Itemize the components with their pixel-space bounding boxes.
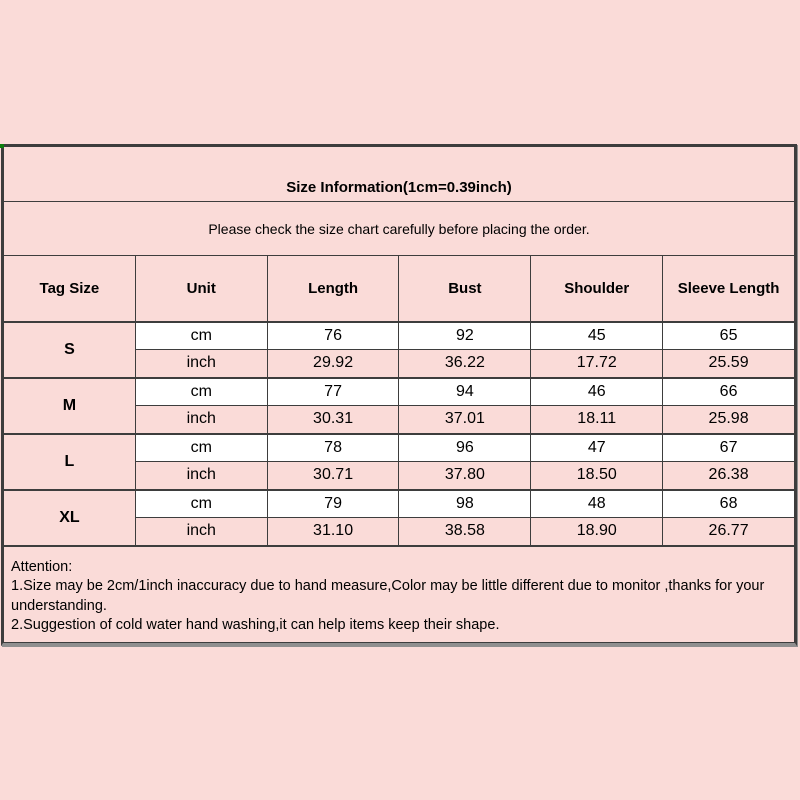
value-l-sleeve-inch: 26.38 (663, 462, 795, 490)
column-header-shoulder: Shoulder (531, 256, 663, 322)
unit-label-cm: cm (135, 322, 267, 350)
green-pixel-artifact (0, 144, 4, 148)
value-m-length-inch: 30.31 (267, 406, 399, 434)
value-m-sleeve-inch: 25.98 (663, 406, 795, 434)
title-row (4, 147, 795, 202)
column-header-tag-size: Tag Size (4, 256, 136, 322)
value-s-sleeve-inch: 25.59 (663, 350, 795, 378)
attention-line-2: 2.Suggestion of cold water hand washing,it can help items keep their shape. (11, 617, 500, 633)
unit-label-cm: cm (135, 434, 267, 462)
value-m-bust-inch: 37.01 (399, 406, 531, 434)
value-l-shoulder-cm: 47 (531, 434, 663, 462)
attention-heading: Attention: (11, 558, 73, 575)
unit-label-inch: inch (135, 462, 267, 490)
value-l-length-cm: 78 (267, 434, 399, 462)
value-xl-sleeve-cm: 68 (663, 490, 795, 518)
column-header-bust: Bust (399, 256, 531, 322)
value-s-length-cm: 76 (267, 322, 399, 350)
value-s-bust-cm: 92 (399, 322, 531, 350)
table-row (4, 434, 795, 462)
value-l-bust-cm: 96 (399, 434, 531, 462)
tag-size-xl: XL (4, 490, 136, 546)
table-row (4, 490, 795, 518)
value-l-length-inch: 30.71 (267, 462, 399, 490)
value-xl-bust-inch: 38.58 (399, 518, 531, 546)
value-xl-shoulder-inch: 18.90 (531, 518, 663, 546)
value-s-shoulder-inch: 17.72 (531, 350, 663, 378)
value-m-shoulder-inch: 18.11 (531, 406, 663, 434)
table-row (4, 322, 795, 350)
attention-row (4, 546, 795, 643)
table-subtitle: Please check the size chart carefully before placing the order. (4, 202, 795, 256)
value-m-bust-cm: 94 (399, 378, 531, 406)
unit-label-cm: cm (135, 490, 267, 518)
tag-size-m: M (4, 378, 136, 434)
table-title: Size Information(1cm=0.39inch) (4, 147, 795, 202)
value-xl-shoulder-cm: 48 (531, 490, 663, 518)
value-l-shoulder-inch: 18.50 (531, 462, 663, 490)
value-s-sleeve-cm: 65 (663, 322, 795, 350)
column-header-unit: Unit (135, 256, 267, 322)
unit-label-inch: inch (135, 350, 267, 378)
column-header-length: Length (267, 256, 399, 322)
size-table (3, 146, 795, 643)
value-l-sleeve-cm: 67 (663, 434, 795, 462)
table-row (4, 378, 795, 406)
attention-note (4, 546, 795, 643)
header-row (4, 256, 795, 322)
subtitle-row (4, 202, 795, 256)
size-chart-frame (1, 144, 797, 646)
value-m-shoulder-cm: 46 (531, 378, 663, 406)
value-xl-length-inch: 31.10 (267, 518, 399, 546)
unit-label-inch: inch (135, 406, 267, 434)
value-xl-sleeve-inch: 26.77 (663, 518, 795, 546)
tag-size-s: S (4, 322, 136, 378)
tag-size-l: L (4, 434, 136, 490)
value-m-length-cm: 77 (267, 378, 399, 406)
value-s-bust-inch: 36.22 (399, 350, 531, 378)
value-m-sleeve-cm: 66 (663, 378, 795, 406)
column-header-sleeve-length: Sleeve Length (663, 256, 795, 322)
unit-label-inch: inch (135, 518, 267, 546)
attention-line-1: 1.Size may be 2cm/1inch inaccuracy due to hand measure,Color may be little different due to monitor ,thanks for your understanding. (11, 578, 765, 614)
value-s-shoulder-cm: 45 (531, 322, 663, 350)
value-xl-length-cm: 79 (267, 490, 399, 518)
value-s-length-inch: 29.92 (267, 350, 399, 378)
unit-label-cm: cm (135, 378, 267, 406)
value-xl-bust-cm: 98 (399, 490, 531, 518)
value-l-bust-inch: 37.80 (399, 462, 531, 490)
